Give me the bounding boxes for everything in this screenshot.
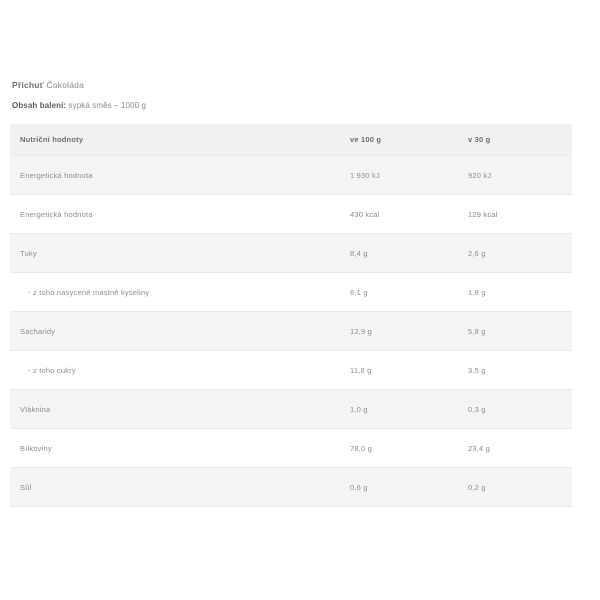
cell-per-100g: 6,1 g [340,273,458,312]
cell-nutrient-name: Sacharidy [10,312,340,351]
cell-per-30g: 5,8 g [458,312,572,351]
cell-per-100g: 12,9 g [340,312,458,351]
flavor-line [12,78,572,92]
cell-per-100g: 8,4 g [340,234,458,273]
package-content-line [12,100,572,112]
cell-per-100g: 1 930 kJ [340,156,458,195]
table-row [10,429,572,468]
nutrition-table [10,124,572,507]
package-content-label: Obsah balení: [12,101,67,110]
table-row [10,312,572,351]
cell-nutrient-name: - z toho nasycené mastné kyseliny [10,273,340,312]
package-content-value: sypká směs – 1000 g [68,101,147,110]
cell-per-30g: 920 kJ [458,156,572,195]
table-row [10,468,572,507]
cell-nutrient-name: Tuky [10,234,340,273]
cell-per-30g: 3,5 g [458,351,572,390]
table-row [10,234,572,273]
cell-per-30g: 1,8 g [458,273,572,312]
cell-per-100g: 1,0 g [340,390,458,429]
cell-per-100g: 11,8 g [340,351,458,390]
cell-per-30g: 129 kcal [458,195,572,234]
table-row [10,273,572,312]
cell-per-30g: 2,6 g [458,234,572,273]
cell-nutrient-name: Energetická hodnota [10,195,340,234]
cell-per-100g: 0,6 g [340,468,458,507]
cell-per-100g: 430 kcal [340,195,458,234]
table-row [10,195,572,234]
cell-per-100g: 78,0 g [340,429,458,468]
flavor-value: Čokoláda [46,80,85,90]
cell-per-30g: 0,2 g [458,468,572,507]
column-header-per-100g: ve 100 g [350,135,382,144]
cell-nutrient-name: Sůl [10,468,340,507]
column-header-name: Nutriční hodnoty [20,135,84,144]
column-header-per-30g: v 30 g [468,135,491,144]
table-header-row [10,124,572,156]
table-row [10,351,572,390]
cell-per-30g: 0,3 g [458,390,572,429]
cell-nutrient-name: Vláknina [10,390,340,429]
cell-per-30g: 23,4 g [458,429,572,468]
nutrition-table-header [10,124,572,156]
cell-nutrient-name: Energetická hodnota [10,156,340,195]
cell-nutrient-name: - z toho cukry [10,351,340,390]
table-row [10,156,572,195]
nutrition-table-body [10,156,572,507]
flavor-label: Příchuť [12,80,44,90]
table-row [10,390,572,429]
cell-nutrient-name: Bílkoviny [10,429,340,468]
